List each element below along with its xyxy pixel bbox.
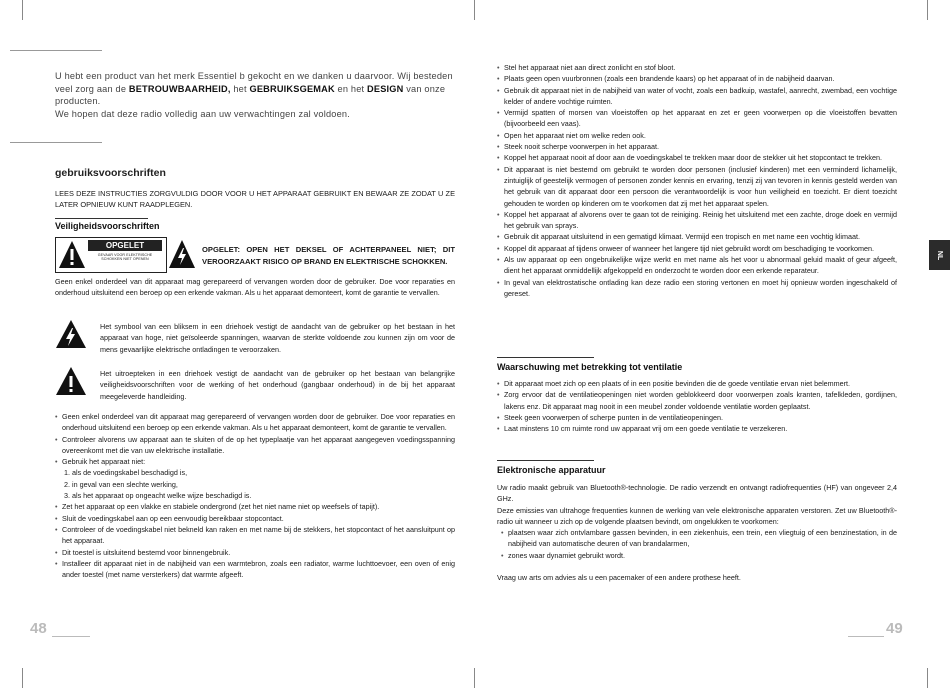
list-item: • Stel het apparaat niet aan direct zonlicht en stof bloot. <box>497 62 897 73</box>
crop-mark <box>927 668 928 688</box>
top-rule <box>10 50 102 51</box>
warning-label <box>55 237 167 273</box>
list-item: • In geval van elektrostatische ontlading kan deze radio een storing vertonen en moet hij opnieuw worden ingeschakeld of gereset. <box>497 277 897 300</box>
heading-rule <box>55 218 148 219</box>
list-item: • Steek nooit scherpe voorwerpen in het apparaat. <box>497 141 897 152</box>
electronics-heading: Elektronische apparatuur <box>497 465 606 475</box>
numbered-item: 3. als het apparaat op ongeacht welke wijze beschadigd is. <box>64 491 252 501</box>
language-tab: NL <box>929 240 950 270</box>
page-number: 49 <box>886 620 903 637</box>
heading-rule <box>497 357 594 358</box>
list-item: • plaatsen waar zich ontvlambare gassen bevinden, in een ziekenhuis, een trein, een vliegtuig of een benzinestation, in de nabijheid van automatische deuren of van brandalarmen, <box>501 527 897 550</box>
list-item: • Gebruik dit apparaat uitsluitend in een gematigd klimaat. Vermijd een tropisch en met name een vochtig klimaat. <box>497 231 897 242</box>
section-rule <box>10 142 102 143</box>
list-item: • Vermijd spatten of morsen van vloeistoffen op het apparaat en zet er geen voorwerpen op die vloeistoffen bevatten (bijvoorbeeld een vaas). <box>497 107 897 130</box>
lightning-symbol-text: Het symbool van een bliksem in een driehoek vestigt de aandacht van de gebruiker op het bestaan in het apparaat van hoge, niet geïsoleerde spanningen, waarvan de sterkte voldoende zou kunnen zijn om voor de mens gevaarlijke elektrische ontladingen te veroorzaken. <box>100 322 455 354</box>
page-number-rule <box>848 636 884 637</box>
list-item: • Plaats geen open vuurbronnen (zoals een brandende kaars) op het apparaat of in de nabijheid daarvan. <box>497 73 897 84</box>
lightning-triangle-icon <box>55 319 87 349</box>
exclamation-triangle-icon <box>58 240 86 269</box>
read-notice: LEES DEZE INSTRUCTIES ZORGVULDIG DOOR VOOR U HET APPARAAT GEBRUIKT EN BEWAAR ZE ZODAT U ZE LATER OPNIEUW KUNT RAADPLEGEN. <box>55 189 455 210</box>
list-item: • Controleer of de voedingskabel niet bekneld kan raken en met name bij de stekkers, het stopcontact of het aansluitpunt op het apparaat. <box>55 524 455 547</box>
list-item: • Geen enkel onderdeel van dit apparaat mag gerepareerd of vervangen worden door de gebruiker. Doe voor reparaties en onderhoud uitsluitend een beroep op een erkende vakman. Als u het apparaat demonteert, komt de garantie te vervallen. <box>55 411 455 434</box>
list-item: • Koppel het apparaat af alvorens over te gaan tot de reiniging. Reinig het uitsluitend met een zachte, droge doek en vermijd het gebruik van sprays. <box>497 209 897 232</box>
crop-mark <box>927 0 928 20</box>
repair-paragraph: Geen enkel onderdeel van dit apparaat mag gerepareerd of vervangen worden door de gebruiker. Doe voor reparaties en onderhoud uitsluitend een beroep op een erkende vakman. Als u het apparaat demonteert, komt de garantie te vervallen. <box>55 277 455 298</box>
crop-mark <box>474 668 475 688</box>
crop-mark <box>474 0 475 20</box>
page-heading: gebruiksvoorschriften <box>55 167 166 179</box>
safety-heading: Veiligheidsvoorschriften <box>55 221 160 231</box>
electronics-paragraph: Vraag uw arts om advies als u een pacemaker of een andere prothese heeft. <box>497 573 741 583</box>
list-item: • Zet het apparaat op een vlakke en stabiele ondergrond (zet het niet name niet op weefsels of tapijt). <box>55 501 455 512</box>
list-item: • Controleer alvorens uw apparaat aan te sluiten of de op het typeplaatje van het apparaat aangegeven voedingsspanning overeenkomt met die van uw elektrische installatie. <box>55 434 455 457</box>
numbered-item: 2. in geval van een slechte werking, <box>64 479 178 489</box>
electronics-paragraph: Uw radio maakt gebruik van Bluetooth®-technologie. De radio verzendt en ontvangt radiofrequenties (HF) van ongeveer 2,4 GHz. <box>497 483 897 504</box>
lightning-triangle-icon <box>168 239 196 269</box>
warning-label-subtitle: GEVAAR VOOR ELEKTRISCHE SCHOKKEN NIET OPENEN <box>97 253 153 262</box>
page-number-rule <box>52 636 90 637</box>
safety-list <box>55 411 455 580</box>
list-item: • zones waar dynamiet gebruikt wordt. <box>501 550 897 561</box>
list-item: • Zorg ervoor dat de ventilatieopeningen niet worden geblokkeerd door voorwerpen zoals kranten, tafelkleden, gordijnen, lakens enz. Dit apparaat mag nooit in een meubel zonder voldoende ventilatie worden geplaatst. <box>497 389 897 412</box>
list-item: • Gebruik dit apparaat niet in de nabijheid van water of vocht, zoals een badkuip, wastafel, aanrecht, zwembad, een vochtige kelder of andere vochtige ruimten. <box>497 85 897 108</box>
exclamation-triangle-icon <box>55 366 87 396</box>
safety-list-continued <box>497 62 897 299</box>
electronics-paragraph: Deze emissies van ultrahoge frequenties kunnen de werking van vele elektronische apparaten verstoren. Zet uw Bluetooth®-radio uit wanneer u zich op de volgende plaatsen bevindt, om ongelukken te voorkomen: <box>497 505 897 526</box>
exclamation-symbol-text: Het uitroepteken in een driehoek vestigt de aandacht van de gebruiker op het bestaan van belangrijke veiligheidsvoorschriften voor de werking of het onderhoud (gangbaar onderhoud) in de bij het apparaat meegeleverde handleiding. <box>100 369 455 401</box>
list-item: • Koppel dit apparaat af tijdens onweer of wanneer het langere tijd niet gebruikt wordt om beschadiging te voorkomen. <box>497 243 897 254</box>
electronics-section <box>497 482 897 583</box>
list-item: • Gebruik het apparaat niet: <box>55 456 455 467</box>
heading-rule <box>497 460 594 461</box>
list-item: • Dit toestel is uitsluitend bestemd voor binnengebruik. <box>55 547 455 558</box>
intro-text: U hebt een product van het merk Essentiel b gekocht en we danken u daarvoor. Wij besteden veel zorg aan de BETROUWBAARHEID, het GEBRUIKSGEMAK en het DESIGN van onze producten. We hopen dat deze radio volledig aan uw verwachtingen zal voldoen. <box>55 71 453 119</box>
list-item: • Steek geen voorwerpen of scherpe punten in de ventilatieopeningen. <box>497 412 897 423</box>
list-item: • Installeer dit apparaat niet in de nabijheid van een warmtebron, zoals een radiator, warme luchttoevoer, een oven of enig ander toestel (met name versterkers) dat warmte afgeeft. <box>55 558 455 581</box>
crop-mark <box>22 0 23 20</box>
list-item: • Laat minstens 10 cm ruimte rond uw apparaat vrij om een goede ventilatie te verzekeren. <box>497 423 897 434</box>
list-item: • Koppel het apparaat nooit af door aan de voedingskabel te trekken maar door de stekker uit het stopcontact te trekken. <box>497 152 897 163</box>
list-item: • Sluit de voedingskabel aan op een eenvoudig bereikbaar stopcontact. <box>55 513 455 524</box>
list-item: • Open het apparaat niet om welke reden ook. <box>497 130 897 141</box>
list-item: • Als uw apparaat op een ongebruikelijke wijze werkt en met name als het voor u abnormaal geluid maakt of geur afgeeft, dient het apparaat onmiddellijk afgekoppeld en onderzocht te worden door een erkende reparateur. <box>497 254 897 277</box>
numbered-item: 1. als de voedingskabel beschadigd is, <box>64 468 188 478</box>
list-item: • Dit apparaat is niet bestemd om gebruikt te worden door personen (inclusief kinderen) met een verminderd lichamelijk, zintuiglijk of geestelijk vermogen of personen zonder kennis en ervaring, tenzij zij van tevoren in kennis gesteld werden van het gebruik van dit apparaat door een persoon die verantwoordelijk is voor hun veiligheid en toezicht. Er dient toezicht gehouden te worden op kinderen om te voorkomen dat zij met het apparaat spelen. <box>497 164 897 209</box>
list-item: • Dit apparaat moet zich op een plaats of in een positie bevinden die de goede ventilatie ervan niet belemmert. <box>497 378 897 389</box>
warning-label-title: OPGELET <box>88 240 162 251</box>
ventilation-heading: Waarschuwing met betrekking tot ventilatie <box>497 362 683 372</box>
warning-text: OPGELET: OPEN HET DEKSEL OF ACHTERPANEEL NIET; DIT VEROORZAAKT RISICO OP BRAND EN ELEKTRISCHE SCHOKKEN. <box>202 245 455 266</box>
ventilation-list <box>497 378 897 434</box>
page-number: 48 <box>30 620 47 637</box>
crop-mark <box>22 668 23 688</box>
